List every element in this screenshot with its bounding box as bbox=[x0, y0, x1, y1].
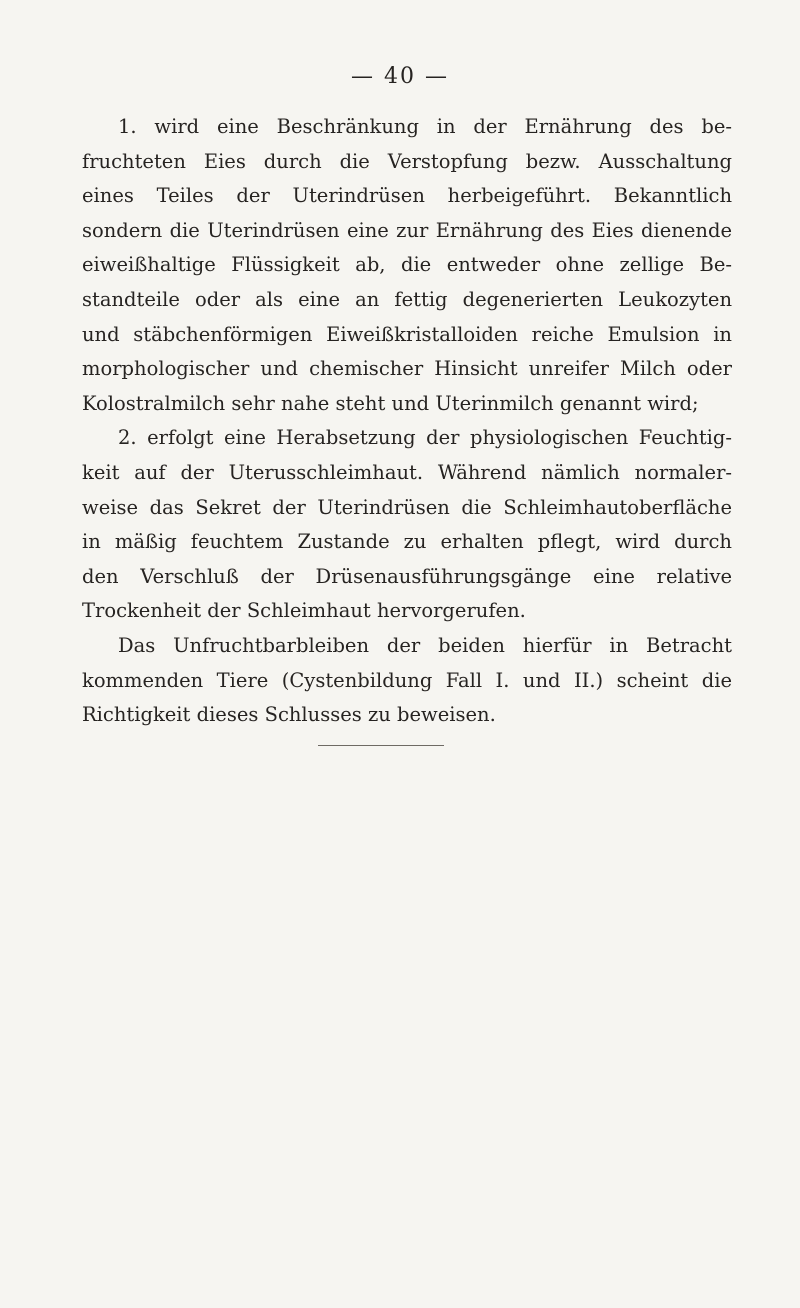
paragraph-2 bbox=[82, 421, 732, 629]
text-line: in mäßig feuchtem Zustande zu erhalten pflegt, wird durch bbox=[82, 530, 732, 554]
text-line: fruchteten Eies durch die Verstopfung bezw. Ausschaltung bbox=[82, 149, 732, 173]
text-line: keit auf der Uterusschleimhaut. Während nämlich normaler- bbox=[82, 460, 732, 484]
paragraph-3 bbox=[82, 629, 732, 733]
section-divider bbox=[318, 745, 444, 746]
text-line: standteile oder als eine an fettig degenerierten Leukozyten bbox=[82, 287, 732, 311]
text-line: eines Teiles der Uterindrüsen herbeigeführt. Bekanntlich bbox=[82, 184, 732, 208]
text-line: morphologischer und chemischer Hinsicht unreifer Milch oder bbox=[82, 357, 732, 381]
text-line: 1. wird eine Beschränkung in der Ernährung des be- bbox=[118, 115, 732, 138]
text-line: und stäbchenförmigen Eiweißkristalloiden reiche Emulsion in bbox=[82, 322, 732, 346]
body-text bbox=[82, 110, 732, 733]
text-line: Kolostralmilch sehr nahe steht und Uterinmilch genannt wird; bbox=[82, 391, 699, 415]
text-line: sondern die Uterindrüsen eine zur Ernährung des Eies dienende bbox=[82, 218, 732, 242]
text-line: Richtigkeit dieses Schlusses zu beweisen. bbox=[82, 703, 496, 727]
text-line: Das Unfruchtbarbleiben der beiden hierfür in Betracht bbox=[118, 633, 732, 657]
text-line: den Verschluß der Drüsenausführungsgänge eine relative bbox=[82, 564, 732, 588]
paragraph-1 bbox=[82, 110, 732, 421]
text-line: 2. erfolgt eine Herabsetzung der physiologischen Feuchtig- bbox=[118, 426, 732, 450]
text-line: eiweißhaltige Flüssigkeit ab, die entweder ohne zellige Be- bbox=[82, 253, 732, 277]
page-number: — 40 — bbox=[351, 64, 449, 89]
text-line: kommenden Tiere (Cystenbildung Fall I. und II.) scheint die bbox=[82, 668, 732, 692]
text-line: weise das Sekret der Uterindrüsen die Schleimhautoberfläche bbox=[82, 495, 732, 519]
text-line: Trockenheit der Schleimhaut hervorgerufen. bbox=[82, 599, 526, 623]
